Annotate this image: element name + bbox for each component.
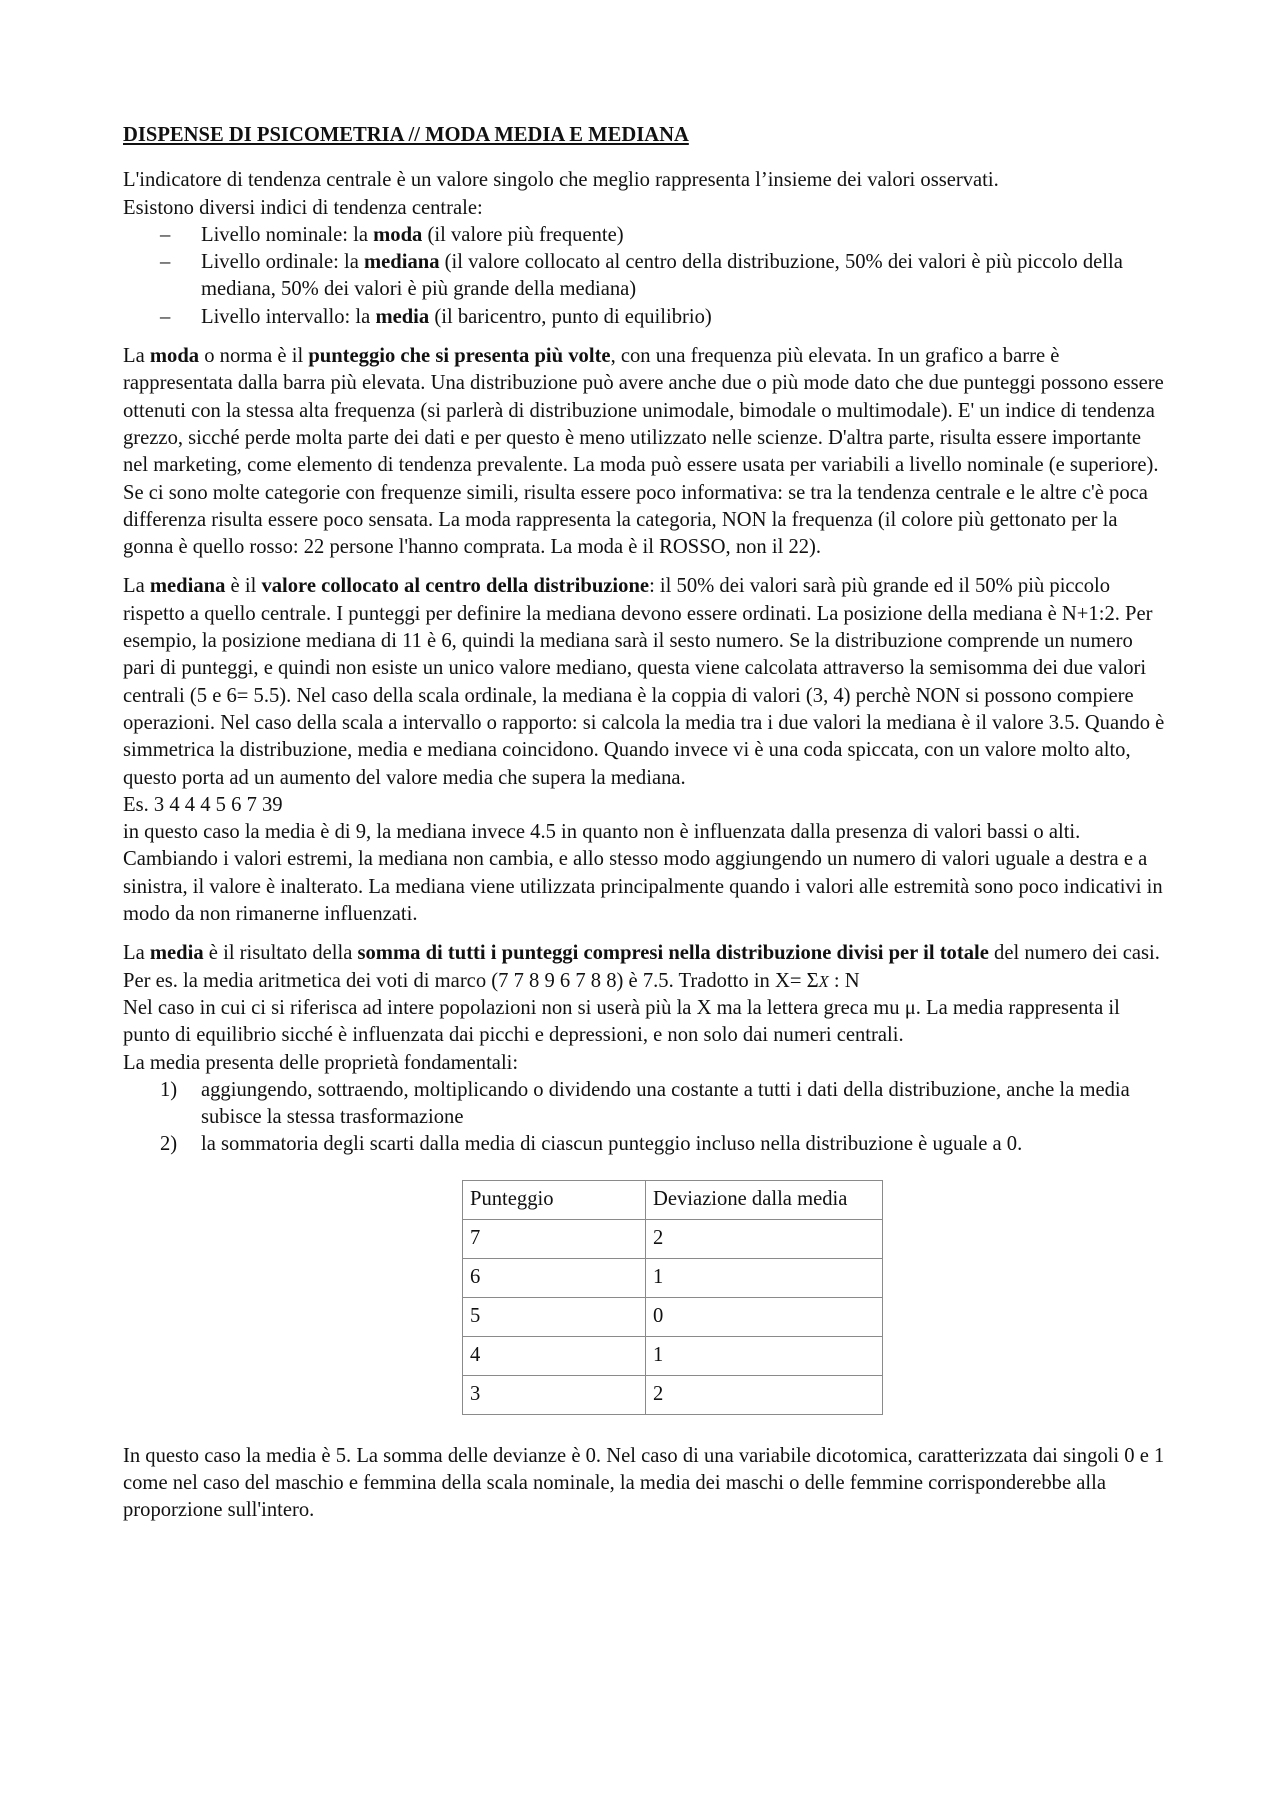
table-cell: 5 [463,1297,646,1336]
mediana-example: Es. 3 4 4 4 5 6 7 39 [123,793,283,816]
list-item: – Livello intervallo: la media (il baricentro, punto di equilibrio) [123,304,1168,331]
table-cell: 6 [463,1258,646,1297]
table-cell: 3 [463,1375,646,1414]
sigma-subscript: X [818,971,829,991]
media-properties-intro: La media presenta delle proprietà fondamentali: [123,1051,519,1074]
table-header-cell: Punteggio [463,1180,646,1219]
term-moda: moda [373,223,423,246]
mediana-section [123,573,1168,928]
list-item: – Livello nominale: la moda (il valore più frequente) [123,222,1168,249]
mediana-paragraph: La mediana è il valore collocato al centro della distribuzione: il 50% dei valori sarà più grande ed il 50% più piccolo rispetto a quello centrale. I punteggi per definire la mediana devono essere ordinati. La posizione della mediana è N+1:2. Per esempio, la posizione mediana di 11 è 6, quindi la mediana sarà il sesto numero. Se la distribuzione comprende un numero pari di punteggi, e quindi non esiste un unico valore mediano, questa viene calcolata attraverso la semisomma dei due valori centrali (5 e 6= 5.5). Nel caso della scala ordinale, la mediana è la coppia di valori (3, 4) perchè NON si possono compiere operazioni. Nel caso della scala a intervallo o rapporto: si calcola la media tra i due valori la mediana è il valore 3.5. Quando è simmetrica la distribuzione, media e mediana coincidono. Quando invece vi è una coda spiccata, con un valore molto alto, questo porta ad un aumento del valore media che supera la mediana. [123,575,1165,789]
table-header-row [463,1180,883,1219]
table-cell: 2 [646,1219,883,1258]
table-row [463,1336,883,1375]
dash-marker: – [160,305,171,328]
table-cell: 0 [646,1297,883,1336]
dash-marker: – [160,251,171,274]
conclusion-paragraph: In questo caso la media è 5. La somma delle devianze è 0. Nel caso di una variabile dicotomica, caratterizzata dai singoli 0 e 1 come nel caso del maschio e femmina della scala nominale, la media dei maschi o delle femmine corrisponderebbe alla proporzione sull'intero. [123,1444,1165,1522]
number-marker: 2) [160,1133,178,1156]
table-cell: 2 [646,1375,883,1414]
table-row [463,1297,883,1336]
table-row [463,1219,883,1258]
document-title: DISPENSE DI PSICOMETRIA // MODA MEDIA E MEDIANA [123,124,689,146]
list-item: – Livello ordinale: la mediana (il valore collocato al centro della distribuzione, 50% dei valori è più piccolo della mediana, 50% dei valori è più grande della mediana) [160,251,1123,301]
dash-marker: – [160,223,171,246]
number-marker: 1) [160,1078,178,1101]
document-page [123,122,1168,1525]
intro-line-1: L'indicatore di tendenza centrale è un valore singolo che meglio rappresenta l’insieme dei valori osservati. [123,169,999,192]
media-properties-list [123,1077,1168,1159]
deviation-table [462,1180,883,1415]
table-cell: 1 [646,1336,883,1375]
intro-list [123,222,1168,331]
table-cell: 7 [463,1219,646,1258]
table-row [463,1375,883,1414]
media-section [123,940,1168,1158]
table-row [463,1258,883,1297]
moda-paragraph: La moda o norma è il punteggio che si presenta più volte, con una frequenza più elevata. In un grafico a barre è rappresentata dalla barra più elevata. Una distribuzione può avere anche due o più mode dato che due punteggi possono essere ottenuti con la stessa alta frequenza (si parlerà di distribuzione unimodale, bimodale o multimodale). E' un indice di tendenza grezzo, sicché perde molta parte dei dati e per questo è meno utilizzato nelle scienze. D'altra parte, risulta essere importante nel marketing, come elemento di tendenza prevalente. La moda può essere usata per variabili a livello nominale (e superiore). Se ci sono molte categorie con frequenze simili, risulta essere poco informativa: se tra la tendenza centrale e le altre c'è poca differenza risulta essere poco sensata. La moda rappresenta la categoria, NON la frequenza (il colore più gettonato per la gonna è quello rosso: 22 persone l'hanno comprata. La moda è il ROSSO, non il 22). [123,345,1164,559]
list-item: 1) aggiungendo, sottraendo, moltiplicando o dividendo una costante a tutti i dati della distribuzione, anche la media subisce la stessa trasformazione [160,1078,1130,1129]
table-cell: 4 [463,1336,646,1375]
table-header-cell: Deviazione dalla media [646,1180,883,1219]
table-cell: 1 [646,1258,883,1297]
term-mediana: mediana [363,251,440,274]
mediana-example-explanation: in questo caso la media è di 9, la mediana invece 4.5 in quanto non è influenzata dalla presenza di valori bassi o alti. Cambiando i valori estremi, la mediana non cambia, e allo stesso modo aggiungendo un numero di valori uguale a destra e a sinistra, il valore è inalterato. La mediana viene utilizzata principalmente quando i valori alle estremità sono poco indicativi in modo da non rimanerne influenzati. [123,821,1163,926]
media-paragraph: La media è il risultato della somma di tutti i punteggi compresi nella distribuzione divisi per il totale del numero dei casi. Per es. la media aritmetica dei voti di marco (7 7 8 9 6 7 8 8) è 7.5. Tradotto in X= ΣX : N [123,942,1160,992]
intro-section [123,167,1168,331]
list-item: 2) la sommatoria degli scarti dalla media di ciascun punteggio incluso nella distribuzione è uguale a 0. [123,1131,1168,1158]
term-media: media [375,305,430,328]
intro-line-2: Esistono diversi indici di tendenza centrale: [123,196,483,219]
media-population-text: Nel caso in cui ci si riferisca ad intere popolazioni non si userà più la X ma la lettera greca mu μ. La media rappresenta il punto di equilibrio sicché è influenzata dai picchi e depressioni, e non solo dai numeri centrali. [123,996,1120,1047]
